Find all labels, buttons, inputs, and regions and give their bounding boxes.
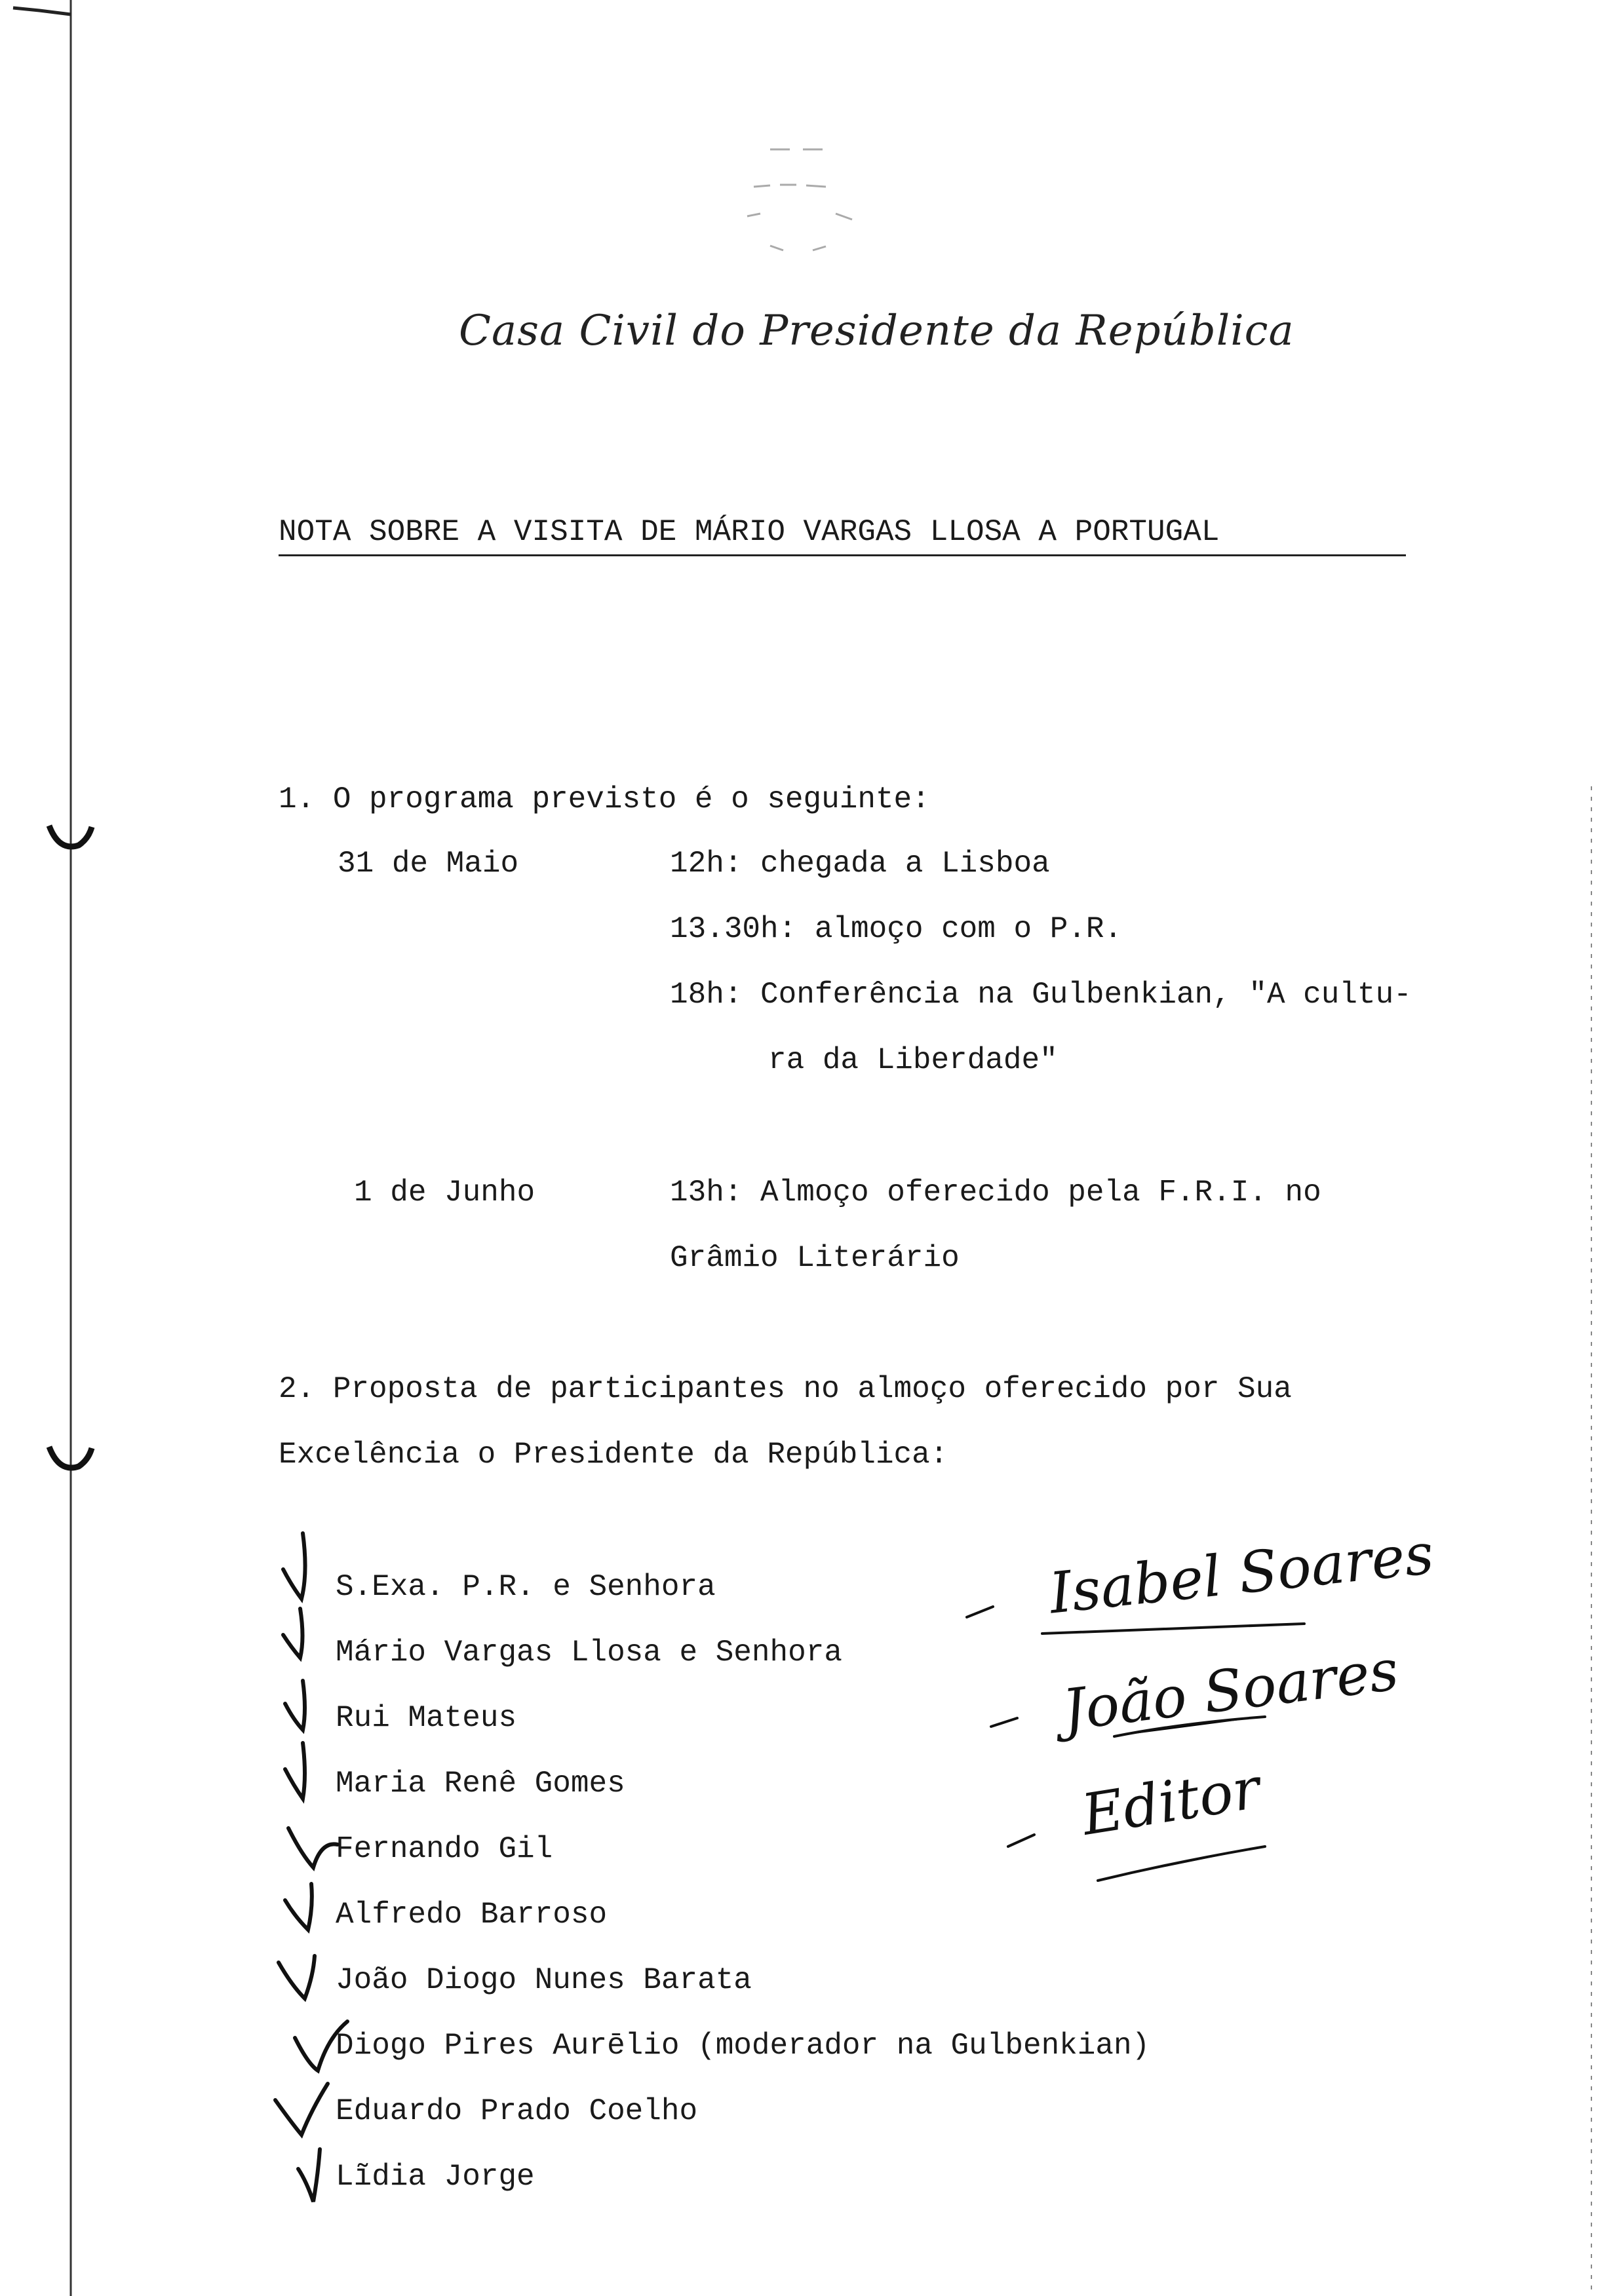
participant-item: João Diogo Nunes Barata: [336, 1963, 752, 1997]
participant-item: Maria Renê Gomes: [336, 1767, 625, 1801]
participant-item: Fernando Gil: [336, 1832, 553, 1866]
participant-item: Diogo Pires Aurēlio (moderador na Gulbenkian): [336, 2029, 1150, 2063]
underline-mark: [1042, 1624, 1304, 1634]
participant-item: Mário Vargas Llosa e Senhora: [336, 1636, 842, 1670]
check-mark-icon: [295, 2021, 347, 2071]
institution-heading: Casa Civil do Presidente da República: [459, 307, 1294, 355]
schedule-date: 1 de Junho: [354, 1176, 535, 1210]
schedule-event: 13h: Almoço oferecido pela F.R.I. no: [670, 1176, 1321, 1210]
handwritten-name: Editor: [1077, 1755, 1264, 1848]
check-mark-icon: [285, 1681, 305, 1730]
check-mark-icon: [285, 1884, 312, 1930]
section-2-intro: Excelência o Presidente da República:: [279, 1438, 948, 1472]
dash-mark: [967, 1607, 993, 1617]
check-mark-icon: [298, 2149, 320, 2202]
check-mark-icon: [283, 1533, 305, 1599]
document-title: NOTA SOBRE A VISITA DE MÁRIO VARGAS LLOSA A PORTUGAL: [279, 514, 1406, 556]
check-mark-icon: [288, 1828, 338, 1867]
schedule-event: ra da Liberdade": [768, 1043, 1058, 1077]
check-mark-icon: [285, 1743, 305, 1799]
check-mark-icon: [275, 2084, 328, 2135]
schedule-event: 18h: Conferência na Gulbenkian, "A cultu-: [670, 978, 1412, 1012]
section-1-intro: 1. O programa previsto é o seguinte:: [279, 782, 930, 816]
participant-item: Alfredo Barroso: [336, 1898, 608, 1932]
schedule-event: Grâmio Literário: [670, 1241, 960, 1275]
schedule-event: 12h: chegada a Lisboa: [670, 847, 1050, 881]
dash-mark: [1008, 1835, 1034, 1846]
section-2-intro: 2. Proposta de participantes no almoço oferecido por Sua: [279, 1372, 1292, 1406]
handwritten-name: Isabel Soares: [1046, 1521, 1437, 1627]
participant-item: Rui Mateus: [336, 1701, 517, 1735]
underline-mark: [1098, 1846, 1265, 1881]
participant-item: Lĩdia Jorge: [336, 2160, 535, 2194]
check-mark-icon: [279, 1956, 315, 1999]
check-mark-icon: [283, 1609, 303, 1658]
handwritten-name: João Soares: [1059, 1637, 1402, 1744]
participant-item: S.Exa. P.R. e Senhora: [336, 1570, 716, 1604]
schedule-date: 31 de Maio: [338, 847, 519, 881]
participant-item: Eduardo Prado Coelho: [336, 2094, 698, 2128]
schedule-event: 13.30h: almoço com o P.R.: [670, 912, 1123, 946]
dash-mark: [991, 1718, 1017, 1727]
